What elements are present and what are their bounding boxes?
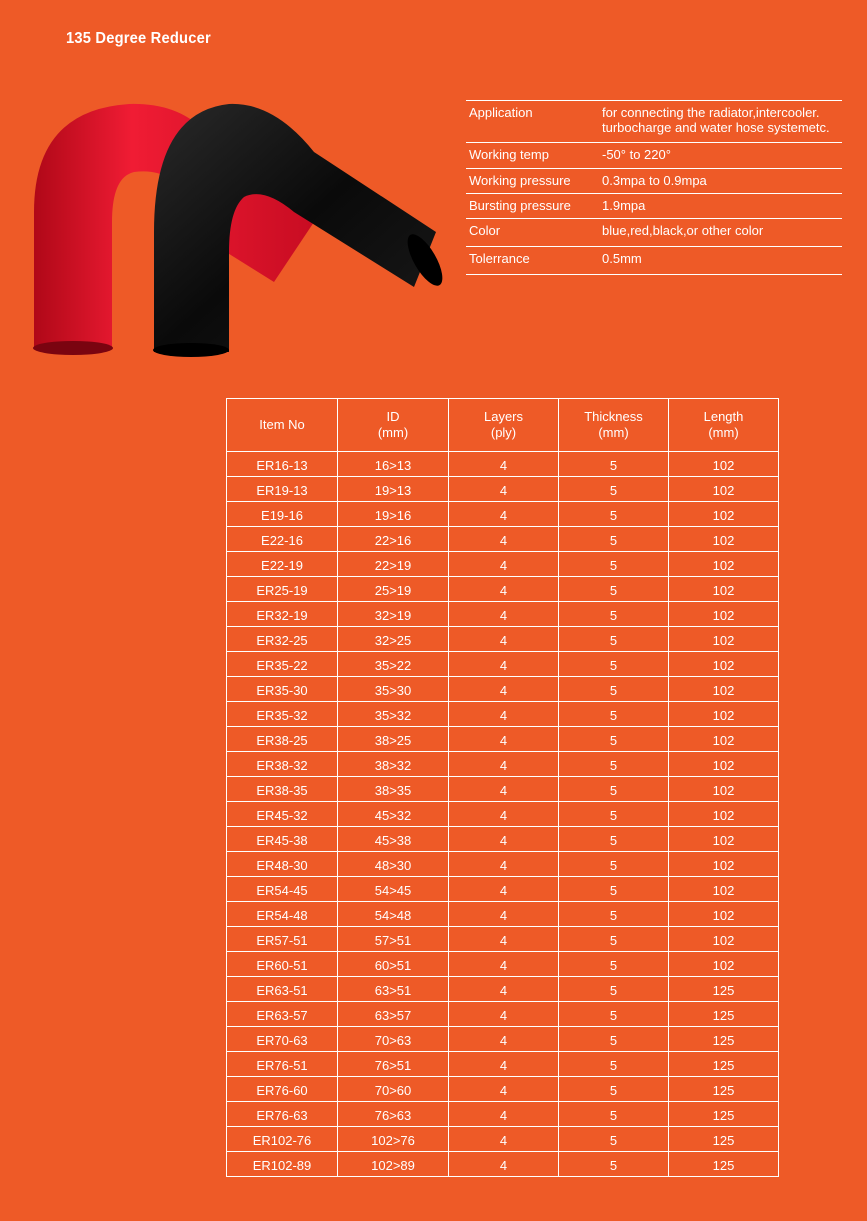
length-cell: 102: [669, 502, 779, 527]
layers-cell: 4: [449, 952, 559, 977]
spec-label: Working pressure: [469, 173, 571, 188]
table-row: [227, 777, 779, 802]
table-row: [227, 1002, 779, 1027]
id-cell: 35>22: [338, 652, 449, 677]
id-cell: 35>30: [338, 677, 449, 702]
length-cell: 102: [669, 452, 779, 477]
table-row: [227, 577, 779, 602]
thickness-cell: 5: [559, 1102, 669, 1127]
item-no-cell: ER45-32: [227, 802, 338, 827]
thickness-cell: 5: [559, 727, 669, 752]
table-row: [227, 652, 779, 677]
page-title: 135 Degree Reducer: [66, 30, 211, 47]
item-no-cell: ER54-48: [227, 902, 338, 927]
thickness-cell: 5: [559, 452, 669, 477]
spec-value: -50° to 220°: [602, 147, 671, 162]
thickness-cell: 5: [559, 1052, 669, 1077]
spec-value: blue,red,black,or other color: [602, 223, 764, 238]
table-row: [227, 1027, 779, 1052]
id-cell: 32>25: [338, 627, 449, 652]
item-no-cell: ER102-89: [227, 1152, 338, 1177]
length-cell: 125: [669, 1052, 779, 1077]
table-row: [227, 1077, 779, 1102]
header-item-no: Item No: [227, 399, 338, 452]
thickness-cell: 5: [559, 827, 669, 852]
layers-cell: 4: [449, 702, 559, 727]
id-cell: 70>60: [338, 1077, 449, 1102]
thickness-cell: 5: [559, 752, 669, 777]
thickness-cell: 5: [559, 877, 669, 902]
thickness-cell: 5: [559, 952, 669, 977]
id-cell: 54>48: [338, 902, 449, 927]
length-cell: 102: [669, 652, 779, 677]
item-no-cell: ER38-25: [227, 727, 338, 752]
table-row: [227, 877, 779, 902]
header-thickness: Thickness (mm): [559, 399, 669, 452]
length-cell: 125: [669, 1027, 779, 1052]
hose-product-image: [24, 92, 444, 362]
spec-label: Color: [469, 223, 501, 238]
layers-cell: 4: [449, 1077, 559, 1102]
length-cell: 102: [669, 752, 779, 777]
item-no-cell: ER63-57: [227, 1002, 338, 1027]
item-no-cell: ER38-35: [227, 777, 338, 802]
length-cell: 125: [669, 977, 779, 1002]
item-no-cell: ER38-32: [227, 752, 338, 777]
length-cell: 102: [669, 902, 779, 927]
id-cell: 76>51: [338, 1052, 449, 1077]
id-cell: 38>35: [338, 777, 449, 802]
id-cell: 102>89: [338, 1152, 449, 1177]
table-row: [227, 952, 779, 977]
table-row: [227, 902, 779, 927]
id-cell: 57>51: [338, 927, 449, 952]
thickness-cell: 5: [559, 1027, 669, 1052]
item-no-cell: ER60-51: [227, 952, 338, 977]
thickness-cell: 5: [559, 602, 669, 627]
header-length: Length (mm): [669, 399, 779, 452]
thickness-cell: 5: [559, 802, 669, 827]
item-no-cell: ER32-19: [227, 602, 338, 627]
length-cell: 102: [669, 877, 779, 902]
table-row: [227, 1102, 779, 1127]
spec-label: Application: [469, 105, 533, 120]
table-row: [227, 627, 779, 652]
table-row: [227, 727, 779, 752]
id-cell: 16>13: [338, 452, 449, 477]
length-cell: 102: [669, 677, 779, 702]
thickness-cell: 5: [559, 1152, 669, 1177]
item-no-cell: ER76-51: [227, 1052, 338, 1077]
thickness-cell: 5: [559, 977, 669, 1002]
item-no-cell: ER35-32: [227, 702, 338, 727]
id-cell: 60>51: [338, 952, 449, 977]
item-no-cell: E22-19: [227, 552, 338, 577]
id-cell: 35>32: [338, 702, 449, 727]
layers-cell: 4: [449, 627, 559, 652]
id-cell: 25>19: [338, 577, 449, 602]
length-cell: 102: [669, 727, 779, 752]
length-cell: 102: [669, 627, 779, 652]
id-cell: 32>19: [338, 602, 449, 627]
spec-table: [466, 100, 842, 275]
layers-cell: 4: [449, 452, 559, 477]
id-cell: 76>63: [338, 1102, 449, 1127]
item-no-cell: ER32-25: [227, 627, 338, 652]
id-cell: 38>25: [338, 727, 449, 752]
thickness-cell: 5: [559, 777, 669, 802]
table-row: [227, 927, 779, 952]
length-cell: 102: [669, 927, 779, 952]
id-cell: 38>32: [338, 752, 449, 777]
layers-cell: 4: [449, 677, 559, 702]
layers-cell: 4: [449, 827, 559, 852]
layers-cell: 4: [449, 652, 559, 677]
thickness-cell: 5: [559, 677, 669, 702]
item-no-cell: E19-16: [227, 502, 338, 527]
id-cell: 22>16: [338, 527, 449, 552]
table-row: [227, 502, 779, 527]
thickness-cell: 5: [559, 1077, 669, 1102]
table-row: [227, 702, 779, 727]
item-no-cell: ER54-45: [227, 877, 338, 902]
thickness-cell: 5: [559, 702, 669, 727]
item-no-cell: ER16-13: [227, 452, 338, 477]
item-no-cell: ER63-51: [227, 977, 338, 1002]
item-no-cell: ER45-38: [227, 827, 338, 852]
length-cell: 125: [669, 1102, 779, 1127]
item-no-cell: ER25-19: [227, 577, 338, 602]
thickness-cell: 5: [559, 902, 669, 927]
layers-cell: 4: [449, 727, 559, 752]
table-row: [227, 552, 779, 577]
table-row: [227, 1152, 779, 1177]
layers-cell: 4: [449, 752, 559, 777]
length-cell: 125: [669, 1002, 779, 1027]
length-cell: 125: [669, 1152, 779, 1177]
length-cell: 125: [669, 1077, 779, 1102]
table-row: [227, 752, 779, 777]
layers-cell: 4: [449, 1102, 559, 1127]
layers-cell: 4: [449, 1127, 559, 1152]
thickness-cell: 5: [559, 652, 669, 677]
size-table: [226, 398, 779, 1177]
item-no-cell: ER35-22: [227, 652, 338, 677]
item-no-cell: ER19-13: [227, 477, 338, 502]
layers-cell: 4: [449, 502, 559, 527]
id-cell: 22>19: [338, 552, 449, 577]
id-cell: 19>13: [338, 477, 449, 502]
header-layers: Layers (ply): [449, 399, 559, 452]
spec-label: Bursting pressure: [469, 198, 571, 213]
id-cell: 19>16: [338, 502, 449, 527]
spec-label: Working temp: [469, 147, 549, 162]
spec-row-color: [466, 219, 842, 247]
item-no-cell: ER70-63: [227, 1027, 338, 1052]
id-cell: 63>51: [338, 977, 449, 1002]
layers-cell: 4: [449, 1052, 559, 1077]
length-cell: 102: [669, 577, 779, 602]
thickness-cell: 5: [559, 527, 669, 552]
id-cell: 102>76: [338, 1127, 449, 1152]
layers-cell: 4: [449, 777, 559, 802]
layers-cell: 4: [449, 552, 559, 577]
layers-cell: 4: [449, 902, 559, 927]
layers-cell: 4: [449, 602, 559, 627]
length-cell: 102: [669, 952, 779, 977]
table-row: [227, 677, 779, 702]
table-row: [227, 477, 779, 502]
id-cell: 48>30: [338, 852, 449, 877]
table-row: [227, 977, 779, 1002]
layers-cell: 4: [449, 477, 559, 502]
table-row: [227, 452, 779, 477]
id-cell: 45>38: [338, 827, 449, 852]
item-no-cell: ER35-30: [227, 677, 338, 702]
id-cell: 54>45: [338, 877, 449, 902]
item-no-cell: ER76-63: [227, 1102, 338, 1127]
layers-cell: 4: [449, 927, 559, 952]
item-no-cell: ER48-30: [227, 852, 338, 877]
length-cell: 102: [669, 527, 779, 552]
layers-cell: 4: [449, 977, 559, 1002]
table-row: [227, 1052, 779, 1077]
thickness-cell: 5: [559, 577, 669, 602]
item-no-cell: ER102-76: [227, 1127, 338, 1152]
table-row: [227, 1127, 779, 1152]
spec-value: 1.9mpa: [602, 198, 646, 213]
spec-row-working-temp: [466, 143, 842, 169]
header-id: ID (mm): [338, 399, 449, 452]
spec-row-bursting-pressure: [466, 194, 842, 219]
table-row: [227, 527, 779, 552]
length-cell: 102: [669, 852, 779, 877]
spec-row-tolerance: [466, 247, 842, 275]
thickness-cell: 5: [559, 927, 669, 952]
table-row: [227, 602, 779, 627]
spec-row-application: [466, 100, 842, 143]
spec-value: 0.5mm: [602, 251, 642, 266]
length-cell: 102: [669, 552, 779, 577]
length-cell: 102: [669, 827, 779, 852]
layers-cell: 4: [449, 1027, 559, 1052]
layers-cell: 4: [449, 802, 559, 827]
length-cell: 102: [669, 477, 779, 502]
length-cell: 102: [669, 702, 779, 727]
id-cell: 45>32: [338, 802, 449, 827]
length-cell: 102: [669, 777, 779, 802]
spec-value: for connecting the radiator,intercooler. turbocharge and water hose systemetc.: [602, 105, 830, 135]
thickness-cell: 5: [559, 477, 669, 502]
item-no-cell: ER76-60: [227, 1077, 338, 1102]
thickness-cell: 5: [559, 852, 669, 877]
thickness-cell: 5: [559, 552, 669, 577]
spec-label: Tolerrance: [469, 251, 530, 266]
id-cell: 70>63: [338, 1027, 449, 1052]
thickness-cell: 5: [559, 1127, 669, 1152]
spec-value: 0.3mpa to 0.9mpa: [602, 173, 707, 188]
table-header-row: [227, 399, 779, 452]
layers-cell: 4: [449, 877, 559, 902]
table-row: [227, 802, 779, 827]
id-cell: 63>57: [338, 1002, 449, 1027]
table-row: [227, 852, 779, 877]
layers-cell: 4: [449, 577, 559, 602]
length-cell: 125: [669, 1127, 779, 1152]
thickness-cell: 5: [559, 1002, 669, 1027]
thickness-cell: 5: [559, 627, 669, 652]
layers-cell: 4: [449, 527, 559, 552]
layers-cell: 4: [449, 1152, 559, 1177]
length-cell: 102: [669, 802, 779, 827]
thickness-cell: 5: [559, 502, 669, 527]
length-cell: 102: [669, 602, 779, 627]
table-row: [227, 827, 779, 852]
item-no-cell: ER57-51: [227, 927, 338, 952]
item-no-cell: E22-16: [227, 527, 338, 552]
spec-row-working-pressure: [466, 169, 842, 194]
layers-cell: 4: [449, 1002, 559, 1027]
layers-cell: 4: [449, 852, 559, 877]
